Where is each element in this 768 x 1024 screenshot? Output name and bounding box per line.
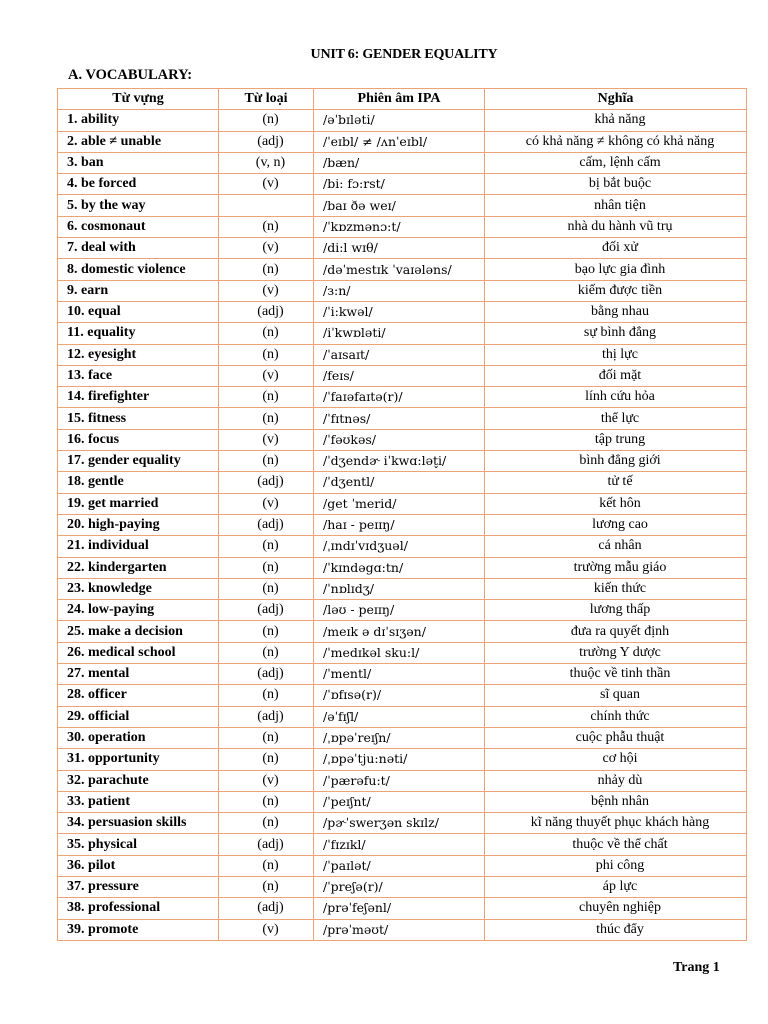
- header-part-of-speech: Từ loại: [219, 89, 314, 110]
- cell-ipa: /dəˈmestɪk ˈvaɪələns/: [314, 259, 485, 280]
- cell-meaning: kiến thức: [485, 578, 747, 599]
- table-row: [58, 791, 747, 812]
- cell-part-of-speech: (v): [219, 429, 314, 450]
- table-body: [58, 110, 747, 941]
- cell-meaning: bình đẳng giới: [485, 451, 747, 472]
- cell-word: 13. face: [58, 365, 219, 386]
- cell-meaning: đối mặt: [485, 365, 747, 386]
- cell-part-of-speech: (n): [219, 621, 314, 642]
- cell-ipa: /prəˈfeʃənl/: [314, 898, 485, 919]
- cell-part-of-speech: [219, 195, 314, 216]
- cell-part-of-speech: (n): [219, 578, 314, 599]
- cell-ipa: /bi: fɔ:rst/: [314, 174, 485, 195]
- cell-ipa: /əˈfɪʃl/: [314, 706, 485, 727]
- header-meaning: Nghĩa: [485, 89, 747, 110]
- table-row: [58, 451, 747, 472]
- cell-word: 34. persuasion skills: [58, 813, 219, 834]
- cell-word: 10. equal: [58, 301, 219, 322]
- cell-meaning: khả năng: [485, 110, 747, 131]
- cell-part-of-speech: (adj): [219, 301, 314, 322]
- table-row: [58, 387, 747, 408]
- cell-part-of-speech: (n): [219, 451, 314, 472]
- table-row: [58, 834, 747, 855]
- cell-meaning: nhân tiện: [485, 195, 747, 216]
- cell-ipa: /ˈfɪtnəs/: [314, 408, 485, 429]
- cell-ipa: /ləʊ - peɪɪŋ/: [314, 600, 485, 621]
- cell-meaning: tử tế: [485, 472, 747, 493]
- table-row: [58, 770, 747, 791]
- table-row: [58, 706, 747, 727]
- cell-part-of-speech: (v): [219, 174, 314, 195]
- cell-ipa: /haɪ - peɪɪŋ/: [314, 514, 485, 535]
- cell-ipa: /ˈkɪndəgɑ:tn/: [314, 557, 485, 578]
- cell-meaning: nhảy dù: [485, 770, 747, 791]
- cell-ipa: /з:n/: [314, 280, 485, 301]
- table-row: [58, 919, 747, 940]
- cell-word: 20. high-paying: [58, 514, 219, 535]
- table-row: [58, 344, 747, 365]
- cell-meaning: kết hôn: [485, 493, 747, 514]
- cell-meaning: tập trung: [485, 429, 747, 450]
- cell-meaning: lương thấp: [485, 600, 747, 621]
- cell-part-of-speech: (adj): [219, 514, 314, 535]
- cell-part-of-speech: (n): [219, 387, 314, 408]
- cell-ipa: /ˈpeɪʃnt/: [314, 791, 485, 812]
- cell-ipa: /ˈdʒendɚ iˈkwɑ:lət̬i/: [314, 451, 485, 472]
- cell-part-of-speech: (v): [219, 238, 314, 259]
- cell-part-of-speech: (v): [219, 919, 314, 940]
- cell-ipa: /ˈpaɪlət/: [314, 855, 485, 876]
- cell-meaning: kiếm được tiền: [485, 280, 747, 301]
- cell-part-of-speech: (adj): [219, 706, 314, 727]
- cell-meaning: áp lực: [485, 876, 747, 897]
- cell-part-of-speech: (n): [219, 536, 314, 557]
- cell-word: 28. officer: [58, 685, 219, 706]
- table-row: [58, 238, 747, 259]
- cell-ipa: /bæn/: [314, 152, 485, 173]
- cell-ipa: /feɪs/: [314, 365, 485, 386]
- cell-word: 24. low-paying: [58, 600, 219, 621]
- table-row: [58, 110, 747, 131]
- cell-word: 4. be forced: [58, 174, 219, 195]
- table-row: [58, 813, 747, 834]
- cell-word: 31. opportunity: [58, 749, 219, 770]
- cell-word: 9. earn: [58, 280, 219, 301]
- table-row: [58, 323, 747, 344]
- cell-ipa: /ˈmedɪkəl sku:l/: [314, 642, 485, 663]
- cell-word: 36. pilot: [58, 855, 219, 876]
- cell-ipa: /meɪk ə dɪˈsɪʒən/: [314, 621, 485, 642]
- cell-meaning: có khả năng ≠ không có khả năng: [485, 131, 747, 152]
- vocabulary-table: [57, 88, 747, 941]
- cell-part-of-speech: (n): [219, 876, 314, 897]
- cell-word: 37. pressure: [58, 876, 219, 897]
- table-row: [58, 280, 747, 301]
- cell-word: 18. gentle: [58, 472, 219, 493]
- table-row: [58, 749, 747, 770]
- cell-part-of-speech: (n): [219, 216, 314, 237]
- cell-meaning: thị lực: [485, 344, 747, 365]
- cell-ipa: /ˈeɪbl/ ≠ /ʌnˈeɪbl/: [314, 131, 485, 152]
- header-ipa: Phiên âm IPA: [314, 89, 485, 110]
- cell-word: 2. able ≠ unable: [58, 131, 219, 152]
- cell-word: 30. operation: [58, 727, 219, 748]
- cell-meaning: thể lực: [485, 408, 747, 429]
- table-row: [58, 216, 747, 237]
- cell-ipa: /baɪ ðə weɪ/: [314, 195, 485, 216]
- cell-part-of-speech: (adj): [219, 898, 314, 919]
- table-row: [58, 429, 747, 450]
- page-number: Trang 1: [673, 960, 720, 975]
- cell-word: 14. firefighter: [58, 387, 219, 408]
- table-row: [58, 472, 747, 493]
- section-heading: A. VOCABULARY:: [68, 67, 193, 83]
- cell-part-of-speech: (v): [219, 365, 314, 386]
- cell-ipa: /pɚˈswerʒən skɪlz/: [314, 813, 485, 834]
- cell-part-of-speech: (n): [219, 642, 314, 663]
- cell-meaning: chuyên nghiệp: [485, 898, 747, 919]
- cell-ipa: /ˈaɪsaɪt/: [314, 344, 485, 365]
- table-row: [58, 855, 747, 876]
- table-row: [58, 493, 747, 514]
- cell-ipa: /ˈkɒzmənɔ:t/: [314, 216, 485, 237]
- table-row: [58, 174, 747, 195]
- cell-meaning: phi công: [485, 855, 747, 876]
- table-header-row: [58, 89, 747, 110]
- cell-part-of-speech: (n): [219, 110, 314, 131]
- cell-word: 6. cosmonaut: [58, 216, 219, 237]
- cell-meaning: trường Y dược: [485, 642, 747, 663]
- cell-meaning: kĩ năng thuyết phục khách hàng: [485, 813, 747, 834]
- cell-word: 16. focus: [58, 429, 219, 450]
- cell-word: 29. official: [58, 706, 219, 727]
- table-row: [58, 365, 747, 386]
- cell-part-of-speech: (n): [219, 727, 314, 748]
- table-row: [58, 642, 747, 663]
- cell-ipa: /ˌɒpəˈtju:nəti/: [314, 749, 485, 770]
- cell-part-of-speech: (n): [219, 855, 314, 876]
- cell-ipa: /ˈpærəfu:t/: [314, 770, 485, 791]
- cell-part-of-speech: (n): [219, 557, 314, 578]
- page-title: UNIT 6: GENDER EQUALITY: [310, 47, 498, 62]
- cell-word: 8. domestic violence: [58, 259, 219, 280]
- cell-meaning: bằng nhau: [485, 301, 747, 322]
- cell-word: 32. parachute: [58, 770, 219, 791]
- cell-part-of-speech: (n): [219, 344, 314, 365]
- cell-ipa: /get ˈmerid/: [314, 493, 485, 514]
- cell-word: 22. kindergarten: [58, 557, 219, 578]
- cell-meaning: thúc đẩy: [485, 919, 747, 940]
- cell-ipa: /ˌɪndɪˈvɪdʒuəl/: [314, 536, 485, 557]
- cell-meaning: cơ hội: [485, 749, 747, 770]
- table-row: [58, 876, 747, 897]
- cell-meaning: chính thức: [485, 706, 747, 727]
- table-row: [58, 578, 747, 599]
- cell-meaning: lính cứu hỏa: [485, 387, 747, 408]
- cell-meaning: sự bình đẳng: [485, 323, 747, 344]
- table-row: [58, 301, 747, 322]
- cell-word: 7. deal with: [58, 238, 219, 259]
- cell-word: 11. equality: [58, 323, 219, 344]
- cell-ipa: /ˈi:kwəl/: [314, 301, 485, 322]
- cell-part-of-speech: (adj): [219, 131, 314, 152]
- table-row: [58, 727, 747, 748]
- cell-ipa: /ˈnɒlɪdʒ/: [314, 578, 485, 599]
- cell-word: 26. medical school: [58, 642, 219, 663]
- cell-ipa: /əˈbɪləti/: [314, 110, 485, 131]
- cell-part-of-speech: (v): [219, 280, 314, 301]
- cell-word: 27. mental: [58, 664, 219, 685]
- cell-meaning: bệnh nhân: [485, 791, 747, 812]
- cell-meaning: cá nhân: [485, 536, 747, 557]
- cell-part-of-speech: (v): [219, 770, 314, 791]
- cell-meaning: lương cao: [485, 514, 747, 535]
- cell-part-of-speech: (adj): [219, 834, 314, 855]
- cell-ipa: /ˈɒfɪsə(r)/: [314, 685, 485, 706]
- table-row: [58, 685, 747, 706]
- cell-word: 33. patient: [58, 791, 219, 812]
- cell-ipa: /ˈfɪzɪkl/: [314, 834, 485, 855]
- header-word: Từ vựng: [58, 89, 219, 110]
- cell-part-of-speech: (adj): [219, 664, 314, 685]
- cell-meaning: cuộc phẫu thuật: [485, 727, 747, 748]
- table-row: [58, 259, 747, 280]
- table-row: [58, 557, 747, 578]
- table-row: [58, 195, 747, 216]
- cell-ipa: /ˈdʒentl/: [314, 472, 485, 493]
- cell-meaning: thuộc về thể chất: [485, 834, 747, 855]
- cell-part-of-speech: (n): [219, 685, 314, 706]
- cell-part-of-speech: (adj): [219, 600, 314, 621]
- cell-part-of-speech: (adj): [219, 472, 314, 493]
- table-row: [58, 600, 747, 621]
- cell-word: 5. by the way: [58, 195, 219, 216]
- cell-word: 1. ability: [58, 110, 219, 131]
- cell-ipa: /di:l wɪθ/: [314, 238, 485, 259]
- cell-part-of-speech: (n): [219, 408, 314, 429]
- cell-ipa: /iˈkwɒləti/: [314, 323, 485, 344]
- table-row: [58, 131, 747, 152]
- cell-word: 38. professional: [58, 898, 219, 919]
- table-row: [58, 152, 747, 173]
- cell-ipa: /ˈfəʊkəs/: [314, 429, 485, 450]
- cell-ipa: /ˈmentl/: [314, 664, 485, 685]
- table-row: [58, 898, 747, 919]
- cell-meaning: bạo lực gia đình: [485, 259, 747, 280]
- cell-part-of-speech: (n): [219, 791, 314, 812]
- cell-word: 39. promote: [58, 919, 219, 940]
- cell-word: 35. physical: [58, 834, 219, 855]
- table-row: [58, 664, 747, 685]
- cell-part-of-speech: (v, n): [219, 152, 314, 173]
- table-row: [58, 408, 747, 429]
- cell-word: 3. ban: [58, 152, 219, 173]
- table-row: [58, 621, 747, 642]
- cell-meaning: đưa ra quyết định: [485, 621, 747, 642]
- cell-ipa: /ˈpreʃə(r)/: [314, 876, 485, 897]
- cell-part-of-speech: (v): [219, 493, 314, 514]
- cell-part-of-speech: (n): [219, 323, 314, 344]
- cell-word: 25. make a decision: [58, 621, 219, 642]
- cell-word: 12. eyesight: [58, 344, 219, 365]
- cell-meaning: bị bắt buộc: [485, 174, 747, 195]
- cell-part-of-speech: (n): [219, 749, 314, 770]
- cell-ipa: /ˈfaɪəfaɪtə(r)/: [314, 387, 485, 408]
- cell-word: 15. fitness: [58, 408, 219, 429]
- cell-part-of-speech: (n): [219, 259, 314, 280]
- cell-ipa: /ˌɒpəˈreɪʃn/: [314, 727, 485, 748]
- cell-meaning: nhà du hành vũ trụ: [485, 216, 747, 237]
- cell-word: 23. knowledge: [58, 578, 219, 599]
- cell-meaning: thuộc về tinh thần: [485, 664, 747, 685]
- table-row: [58, 536, 747, 557]
- cell-word: 21. individual: [58, 536, 219, 557]
- cell-word: 17. gender equality: [58, 451, 219, 472]
- cell-meaning: trường mẫu giáo: [485, 557, 747, 578]
- cell-word: 19. get married: [58, 493, 219, 514]
- cell-meaning: cấm, lệnh cấm: [485, 152, 747, 173]
- cell-meaning: sĩ quan: [485, 685, 747, 706]
- cell-meaning: đối xử: [485, 238, 747, 259]
- table-row: [58, 514, 747, 535]
- cell-part-of-speech: (n): [219, 813, 314, 834]
- cell-ipa: /prəˈməʊt/: [314, 919, 485, 940]
